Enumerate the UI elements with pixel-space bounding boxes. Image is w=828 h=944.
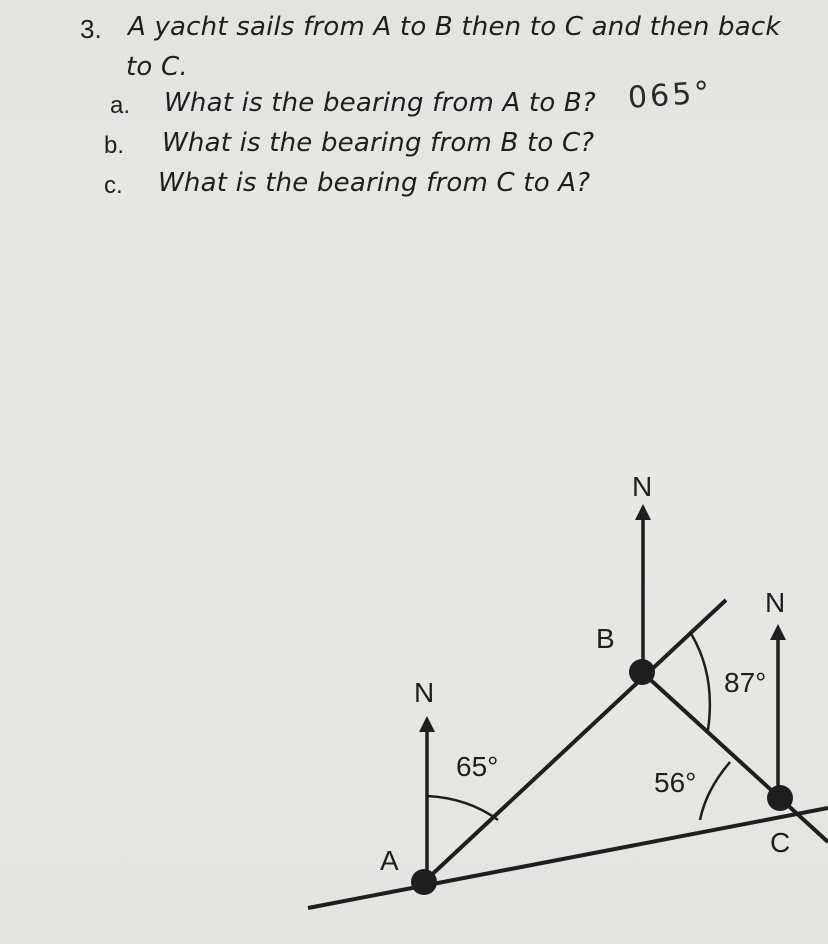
- question-text-line1: A yacht sails from A to B then to C and then back: [128, 12, 781, 42]
- angle-arc-b: [690, 632, 710, 730]
- handwritten-answer: 065°: [626, 75, 714, 116]
- question-text-line2: to C.: [126, 52, 188, 82]
- north-label-b: N: [632, 471, 653, 502]
- point-label-c: C: [770, 827, 791, 858]
- part-b-letter: b.: [104, 132, 125, 159]
- north-arrow-c-icon: [770, 624, 786, 640]
- angle-arc-a: [427, 796, 498, 820]
- part-c-letter: c.: [104, 172, 123, 199]
- angle-arc-c: [700, 762, 730, 820]
- point-label-a: A: [380, 845, 399, 876]
- part-a-letter: a.: [110, 92, 131, 119]
- point-a: [411, 869, 437, 895]
- angle-label-b: 87°: [724, 667, 767, 698]
- point-label-b: B: [596, 623, 615, 654]
- north-arrow-a-icon: [419, 716, 435, 732]
- line-a-b: [424, 600, 726, 882]
- north-label-a: N: [414, 677, 435, 708]
- north-label-c: N: [765, 587, 786, 618]
- north-arrow-b-icon: [635, 504, 651, 520]
- question-number: 3.: [80, 14, 102, 44]
- angle-label-c: 56°: [654, 767, 697, 798]
- angle-label-a: 65°: [456, 751, 499, 782]
- part-a-text: What is the bearing from A to B?: [164, 88, 596, 118]
- point-c: [767, 785, 793, 811]
- part-b-text: What is the bearing from B to C?: [162, 128, 595, 158]
- point-b: [629, 659, 655, 685]
- part-c-text: What is the bearing from C to A?: [158, 168, 591, 198]
